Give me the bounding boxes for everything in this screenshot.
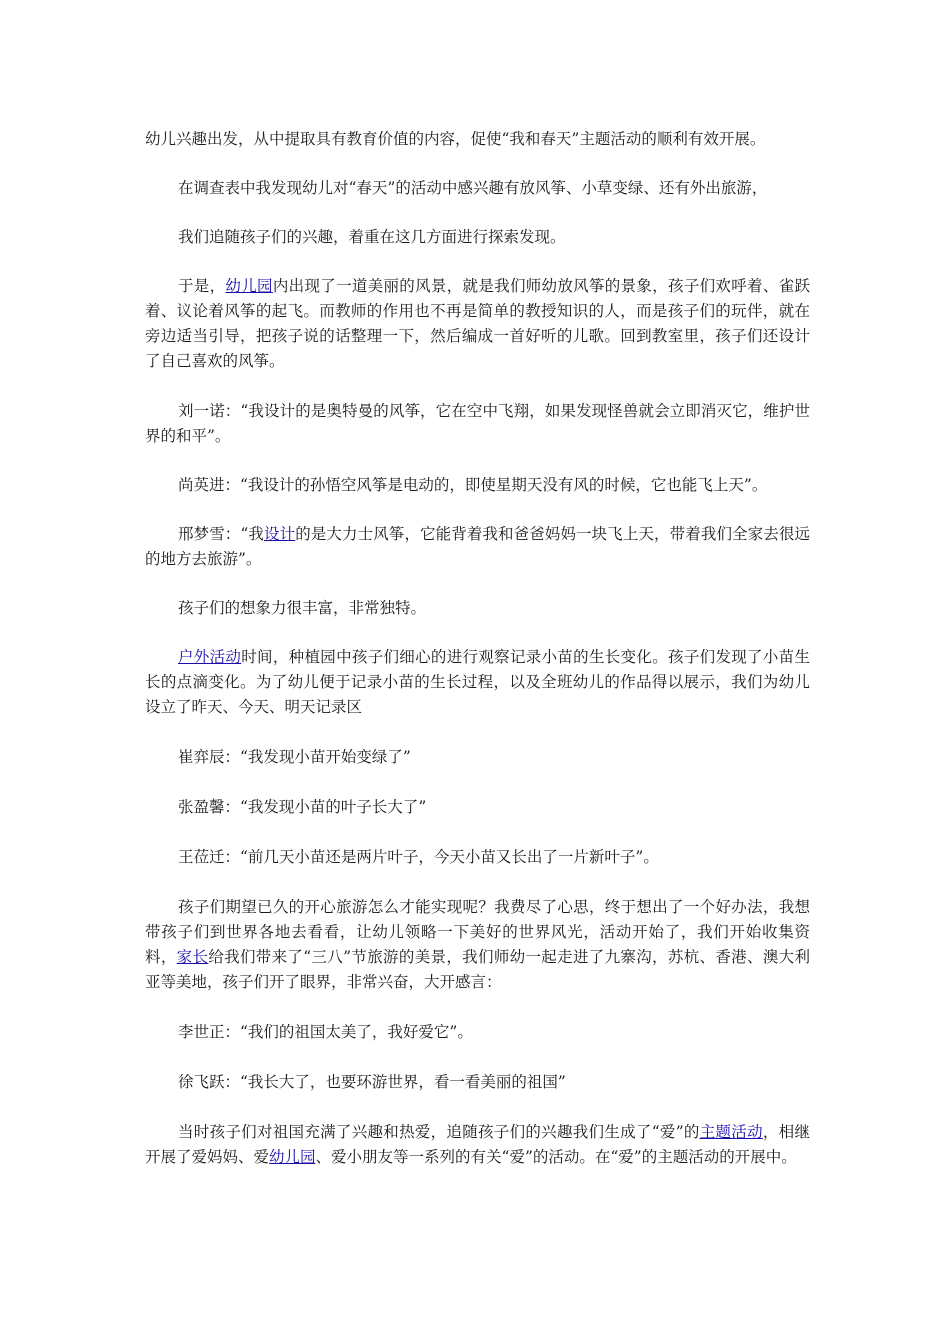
paragraph [145, 745, 810, 770]
paragraph-text: 的是大力士风筝，它能背着我和爸爸妈妈一块飞上天，带着我们全家去很远的地方去旅游”。 [145, 525, 810, 568]
paragraph-text: 邢梦雪：“我 [178, 525, 265, 543]
paragraph-text: 孩子们的想象力很丰富，非常独特。 [178, 599, 427, 617]
paragraph [145, 895, 810, 995]
paragraph-text: 于是， [178, 277, 226, 295]
paragraph-text: 李世正：“我们的祖国太美了，我好爱它”。 [178, 1023, 473, 1041]
paragraph-text: 刘一诺：“我设计的是奥特曼的风筝，它在空中飞翔，如果发现怪兽就会立即消灭它，维护世界的和平”。 [145, 402, 810, 445]
paragraph [145, 225, 810, 250]
paragraph-text: 在调查表中我发现幼儿对“春天”的活动中感兴趣有放风筝、小草变绿、还有外出旅游， [178, 179, 768, 197]
paragraph [145, 473, 810, 498]
hyperlink[interactable]: 幼儿园 [269, 1148, 316, 1166]
paragraph [145, 1120, 810, 1170]
paragraph [145, 522, 810, 572]
paragraph-text: 王莅迁：“前几天小苗还是两片叶子，今天小苗又长出了一片新叶子”。 [178, 848, 659, 866]
hyperlink[interactable]: 主题活动 [699, 1123, 763, 1141]
paragraph [145, 795, 810, 820]
paragraph [145, 399, 810, 449]
paragraph-text: 时间，种植园中孩子们细心的进行观察记录小苗的生长变化。孩子们发现了小苗生长的点滴变化。为了幼儿便于记录小苗的生长过程，以及全班幼儿的作品得以展示，我们为幼儿设立了昨天、今天、明天记录区 [145, 648, 810, 716]
hyperlink[interactable]: 设计 [264, 525, 296, 543]
paragraph [145, 1020, 810, 1045]
paragraph [145, 645, 810, 720]
hyperlink[interactable]: 家长 [176, 948, 209, 966]
paragraph-text: 给我们带来了“三八”节旅游的美景，我们师幼一起走进了九寨沟，苏杭、香港、澳大利亚等美地，孩子们开了眼界，非常兴奋，大开感言： [145, 948, 810, 991]
paragraph-text: 我们追随孩子们的兴趣，着重在这几方面进行探索发现。 [178, 228, 566, 246]
paragraph-text: 当时孩子们对祖国充满了兴趣和热爱，追随孩子们的兴趣我们生成了“爱”的 [178, 1123, 700, 1141]
paragraph [145, 596, 810, 621]
paragraph [145, 176, 810, 201]
hyperlink[interactable]: 户外活动 [178, 648, 242, 666]
paragraph [145, 1070, 810, 1095]
paragraph-text: 孩子们期望已久的开心旅游怎么才能实现呢？我费尽了心思，终于想出了一个好办法，我想带孩子们到世界各地去看看，让幼儿领略一下美好的世界风光，活动开始了，我们开始收集资料， [145, 898, 810, 966]
paragraph [145, 127, 810, 152]
paragraph [145, 274, 810, 374]
paragraph-text: 、爱小朋友等一系列的有关“爱”的活动。在“爱”的主题活动的开展中。 [315, 1148, 797, 1166]
paragraph-text: 尚英进：“我设计的孙悟空风筝是电动的，即使星期天没有风的时候，它也能飞上天”。 [178, 476, 768, 494]
paragraph-text: 幼儿兴趣出发，从中提取具有教育价值的内容，促使“我和春天”主题活动的顺利有效开展。 [145, 130, 766, 148]
paragraph-text: 崔弈辰：“我发现小苗开始变绿了” [178, 748, 411, 766]
paragraph [145, 845, 810, 870]
hyperlink[interactable]: 幼儿园 [225, 277, 273, 295]
paragraph-text: ，相继开展了爱妈妈、爱 [145, 1123, 810, 1166]
paragraph-text: 张盈馨：“我发现小苗的叶子长大了” [178, 798, 427, 816]
paragraph-text: 内出现了一道美丽的风景，就是我们师幼放风筝的景象，孩子们欢呼着、雀跃着、议论着风筝的起飞。而教师的作用也不再是简单的教授知识的人，而是孩子们的玩伴，就在旁边适当引导，把孩子说的话整理一下，然后编成一首好听的儿歌。回到教室里，孩子们还设计了自己喜欢的风筝。 [145, 277, 810, 370]
paragraph-text: 徐飞跃：“我长大了，也要环游世界，看一看美丽的祖国” [178, 1073, 566, 1091]
